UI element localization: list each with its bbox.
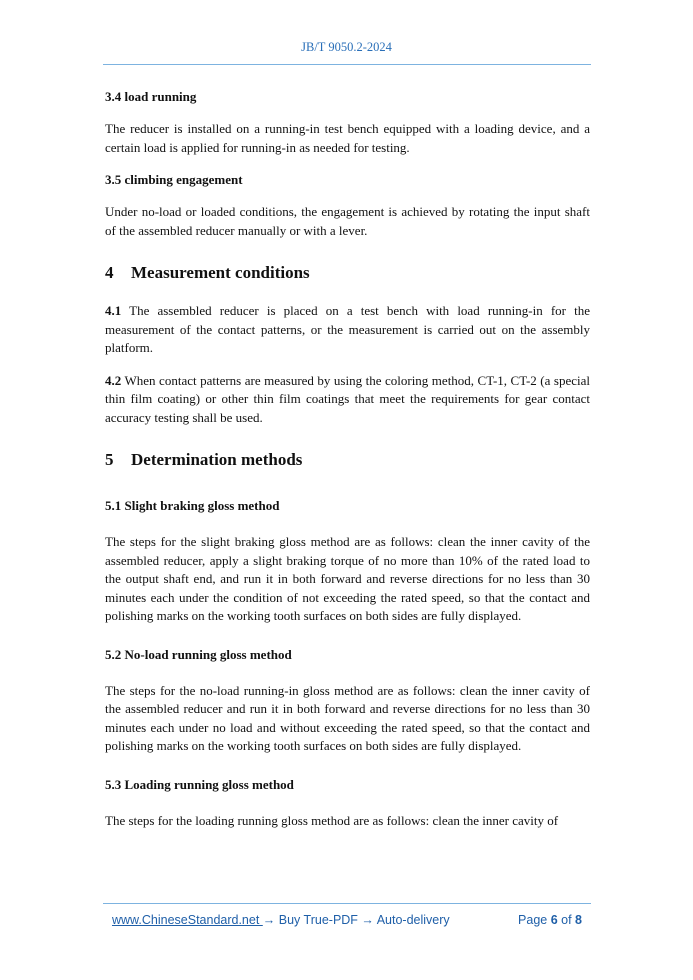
page-total: 8	[575, 913, 582, 927]
section-5-title: Determination methods	[131, 450, 303, 469]
clause-4-1	[105, 302, 590, 358]
section-5-3-text: The steps for the loading running gloss method are as follows: clean the inner cavity of	[105, 812, 559, 828]
section-5-1-title: 5.1 Slight braking gloss method	[105, 498, 280, 513]
clause-4-1-number: 4.1	[105, 303, 122, 318]
clause-4-2-number: 4.2	[105, 372, 122, 388]
section-3-5-text: Under no-load or loaded conditions, the engagement is achieved by rotating the input shaft of the assembled reducer manually or with a lever.	[105, 204, 590, 238]
section-4-heading	[105, 262, 590, 284]
clause-4-2-text: When contact patterns are measured by using the coloring method, CT-1, CT-2 (a special thin film coating) or other thin film coatings that meet the requirements for gear contact accuracy testing shall be used.	[105, 372, 590, 425]
section-4-title: Measurement conditions	[131, 263, 310, 282]
section-5-heading	[105, 449, 590, 471]
of-label: of	[557, 913, 576, 927]
document-body	[105, 88, 590, 830]
section-3-4-text: The reducer is installed on a running-in test bench equipped with a loading device, and a certain load is applied for running-in as needed for testing.	[105, 121, 590, 155]
section-5-1-text: The steps for the slight braking gloss method are as follows: clean the inner cavity of the assembled reducer, apply a slight braking torque of no more than 10% of the rated load to the output shaft end, and run it in both forward and reverse directions for no less than 30 minutes each under the condition of not exceeding the rated speed, so that the contact and polishing marks on the working tooth surfaces on both sides are fully displayed.	[105, 534, 590, 623]
page-number: 6	[550, 913, 558, 927]
section-5-3-title: 5.3 Loading running gloss method	[105, 776, 294, 792]
section-4-number: 4	[105, 263, 114, 282]
page-label: Page	[518, 913, 551, 927]
section-5-number: 5	[105, 450, 114, 469]
document-code-header: JB/T 9050.2-2024	[301, 40, 392, 54]
page-indicator	[518, 913, 582, 927]
footer-divider	[103, 903, 591, 904]
clause-4-2	[105, 372, 590, 428]
section-5-2-text: The steps for the no-load running-in gloss method are as follows: clean the inner cavity of the assembled reducer and run it in both forward and reverse directions for no less than 30 minutes each under no load and without exceeding the rated speed, so that the contact and polishing marks on the working tooth surfaces on both sides are fully displayed.	[105, 682, 590, 753]
section-3-5-title: 3.5 climbing engagement	[105, 172, 243, 187]
buy-info: → Buy True-PDF → Auto-delivery	[262, 913, 450, 927]
section-5-2-title: 5.2 No-load running gloss method	[105, 646, 292, 662]
clause-4-1-text: The assembled reducer is placed on a test bench with load running-in for the measurement of the contact patterns, or the measurement is carried out on the assembly platform.	[105, 303, 590, 355]
header-divider	[103, 64, 591, 65]
section-3-4-title: 3.4 load running	[105, 89, 197, 104]
website-link[interactable]: www.ChineseStandard.net	[112, 913, 263, 927]
page-footer	[112, 913, 582, 927]
